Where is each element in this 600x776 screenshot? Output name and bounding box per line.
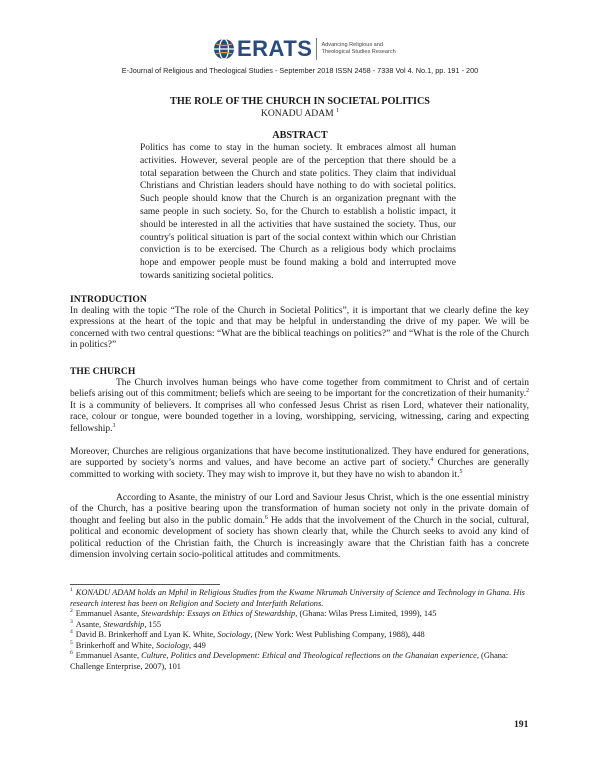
- introduction-paragraph: In dealing with the topic “The role of the Church in Societal Politics”, it is important that we clearly define the key expressions at the heart of the topic and that may be helpful in understanding the drive of my paper. We will be concerned with two central questions: “What are the biblical teachings on politics?” and “What is the role of the Church in politics?”: [70, 306, 529, 351]
- footnote-ref-5[interactable]: 5: [459, 468, 463, 475]
- church-p3-text-a: According to Asante, the ministry of our Lord and Saviour Jesus Christ, which is the one essential ministry of the Church, has a positive bearing upon the transformation of human society not only in the private domain of thought and feeling but also in the public domain.: [70, 493, 529, 526]
- journal-citation: E-Journal of Religious and Theological Studies - September 2018 ISSN 2458 - 7338 Vol 4. No.1, pp. 191 - 200: [121, 66, 479, 75]
- footnote-italic-text: Culture, Politics and Development: Ethical and Theological reflections on the Ghanaian experience: [141, 651, 477, 660]
- footnote-text: , 449: [189, 640, 206, 650]
- footnotes: [70, 588, 529, 672]
- footnote-text: Brinkerhoff and White,: [75, 640, 156, 650]
- footnote-italic-text: Sociology: [217, 630, 251, 639]
- page-number: 191: [514, 719, 529, 730]
- footnote-text: David B. Brinkerhoff and Lyan K. White,: [75, 630, 218, 639]
- logo-globe-icon: [213, 38, 235, 60]
- erats-logo: [213, 36, 407, 62]
- church-paragraph-1: [70, 378, 529, 435]
- footnote-5: [70, 641, 529, 652]
- logo-tagline: Advancing Religious and Theological Studies Research: [321, 42, 396, 55]
- introduction-heading: INTRODUCTION: [70, 294, 147, 305]
- footnote-number: 2: [70, 608, 73, 615]
- journal-header: [0, 34, 600, 68]
- church-heading: THE CHURCH: [70, 366, 136, 377]
- footnote-text: , (New York: West Publishing Company, 1988), 448: [250, 630, 425, 639]
- footnote-italic-text: KONADU ADAM holds an Mphil in Religious Studies from the Kwame Nkrumah University of Science and Technology in Ghana. His research interest has been on Religion and Society and Interfaith Relations.: [70, 588, 525, 608]
- footnote-ref-6[interactable]: 6: [264, 514, 268, 521]
- footnote-number: 4: [70, 629, 73, 636]
- footnote-4: [70, 630, 529, 641]
- church-p3-text-b: He adds that the involvement of the Church in the social, cultural, political and economic development of society has shown clearly that, while the Church seeks to avoid any kind of political reduction of the Christian faith, the Church is increasingly aware that the Christian faith has a concrete dimension involving certain socio-political attitudes and commitments.: [70, 515, 529, 561]
- author-name: KONADU ADAM: [260, 108, 334, 119]
- footnote-text: Asante,: [75, 619, 104, 629]
- abstract-heading: ABSTRACT: [272, 130, 328, 141]
- footnote-text: Emmanuel Asante,: [75, 609, 142, 618]
- footnote-ref-4[interactable]: 4: [430, 457, 434, 464]
- church-p1-text-a: The Church involves human beings who have come together from commitment to Christ and of certain beliefs arising out of this commitment; beliefs which are seeing to be important for the concretization of their humanity.: [70, 378, 529, 400]
- footnote-italic-text: Sociology: [155, 640, 189, 650]
- footnote-number: 1: [70, 587, 73, 594]
- footnote-ref-3[interactable]: 3: [112, 422, 116, 429]
- logo-divider: [316, 38, 317, 60]
- abstract-text: Politics has come to stay in the human society. It embraces almost all human activities. However, several people are of the perception that there should be a total separation between the Church and state politics. They claim that individual Christians and Christian leaders should have nothing to do with societal politics. Such people should know that the Church is an organization pregnant with the same people in such society. So, for the Church to establish a holistic impact, it should be interested in all the activities that have sustained the society. Thus, our country's political situation is part of the social context within which our Christian conviction is to be exercised. The Church as a religious body which proclaims hope and empower people must be found making a bold and interrupted move towards sanitizing societal politics.: [140, 143, 456, 281]
- footnote-1: [70, 588, 529, 609]
- church-p1-text-b: It is a community of believers. It comprises all who confessed Jesus Christ as risen Lord, whatever their nationality, race, colour or tongue, were bounded together in a loving, worshipping, servicing, witnessing, caring and expecting fellowship.: [70, 400, 529, 434]
- footnote-number: 6: [70, 650, 73, 657]
- church-paragraph-2: [70, 447, 529, 481]
- footnote-2: [70, 609, 529, 620]
- footnote-separator: [70, 584, 220, 585]
- logo-wordmark: ERATS: [237, 36, 313, 61]
- footnote-6: [70, 651, 529, 672]
- footnote-italic-text: Stewardship: [103, 619, 145, 629]
- church-p2-text-a: Moreover, Churches are religious organizations that have become institutionalized. They have endured for generations, are supported by society’s norms and values, and have become an active part of society.: [70, 447, 529, 469]
- footnote-text: , 155: [144, 619, 162, 629]
- footnote-text: , (Ghana: Challenge Enterprise, 2007), 101: [70, 651, 509, 671]
- footnote-text: Emmanuel Asante,: [75, 651, 142, 660]
- footnote-number: 5: [70, 639, 73, 646]
- church-paragraph-3: [70, 493, 529, 561]
- footnote-italic-text: Stewardship: Essays on Ethics of Stewardship: [141, 609, 296, 618]
- paper-title: THE ROLE OF THE CHURCH IN SOCIETAL POLITICS: [170, 96, 430, 107]
- church-p2-text-b: Churches are generally committed to working with society. They may wish to improve it, but they have no wish to abandon it.: [70, 458, 529, 480]
- author-footnote-ref[interactable]: 1: [336, 107, 340, 114]
- footnote-text: , (Ghana: Wilas Press Limited, 1999), 145: [295, 609, 437, 618]
- footnote-number: 3: [70, 618, 73, 625]
- author-line: [0, 108, 600, 119]
- footnote-ref-2[interactable]: 2: [526, 388, 529, 395]
- footnote-3: [70, 620, 529, 631]
